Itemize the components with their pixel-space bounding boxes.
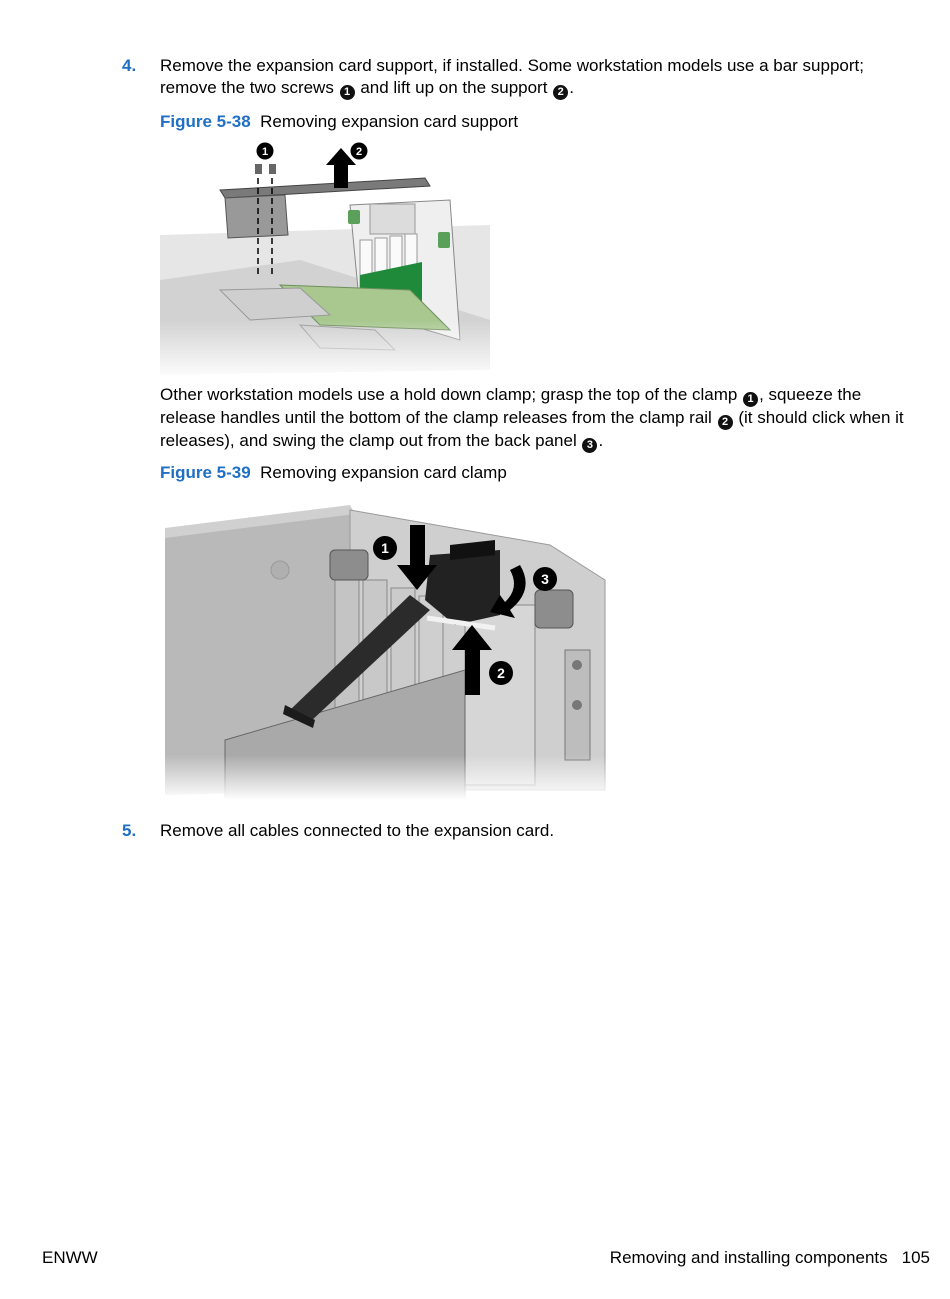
footer-left: ENWW — [42, 1248, 98, 1267]
svg-text:2: 2 — [355, 146, 363, 158]
footer-right — [610, 1247, 930, 1268]
callout-2-icon — [351, 143, 368, 160]
step-number: 4. — [122, 56, 137, 75]
step-text: Remove the expansion card support, if installed. Some workstation models use a bar support; remove the two screws 1 and lift up on the support 2 . — [160, 56, 864, 98]
figure-caption — [160, 462, 507, 483]
figure-5-39-image — [165, 500, 617, 800]
figure-label: Figure 5-39 — [160, 463, 251, 482]
step-4 — [122, 55, 912, 100]
callout-1-icon — [257, 143, 274, 160]
figure-5-38-image — [160, 140, 495, 380]
callout-3-icon — [533, 567, 557, 591]
expansion-card-clamp-illustration — [165, 500, 617, 800]
step-number: 5. — [122, 821, 137, 840]
step-text: Remove all cables connected to the expansion card. — [160, 821, 555, 840]
callout-2-icon: 2 — [718, 415, 733, 430]
callout-1-icon — [373, 536, 397, 560]
callout-3-icon: 3 — [582, 438, 597, 453]
callout-1-icon: 1 — [743, 392, 758, 407]
callout-1-icon: 1 — [340, 85, 355, 100]
svg-text:2: 2 — [497, 665, 505, 681]
step-5 — [122, 820, 912, 842]
figure-title: Removing expansion card clamp — [260, 463, 507, 482]
figure-title: Removing expansion card support — [260, 112, 519, 131]
svg-text:3: 3 — [541, 571, 549, 587]
bar-support — [220, 178, 430, 198]
clamp-instructions: Other workstation models use a hold down clamp; grasp the top of the clamp 1 , squeeze the release handles until the bottom of the clamp releases from the clamp rail 2 (it should click when it releases), and swing the clamp out from the back panel 3 . — [160, 385, 904, 451]
callout-2-icon: 2 — [553, 85, 568, 100]
svg-text:1: 1 — [381, 540, 389, 556]
figure-label: Figure 5-38 — [160, 112, 251, 131]
svg-text:1: 1 — [261, 146, 269, 158]
figure-caption — [160, 111, 518, 132]
footer-section: Removing and installing components — [609, 1248, 888, 1267]
page-number: 105 — [901, 1248, 930, 1267]
callout-2-icon — [489, 661, 513, 685]
expansion-card-support-illustration — [160, 140, 495, 380]
